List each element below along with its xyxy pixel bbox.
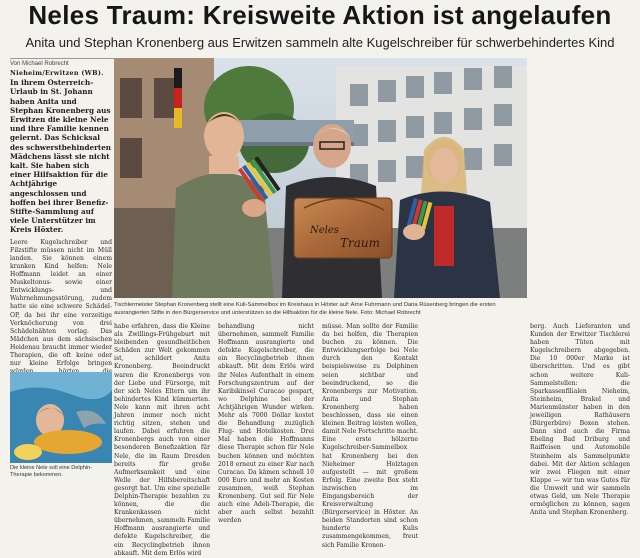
column-2-text: behandlung nicht übernehmen, sammelt Familie Hoffmann ausrangierte und defekte Kugelschreiber, die ein Recyclingbetrieb ihnen abkauft. Mit dem Erlös wird ihr Neles Aufenthalt in einem Forschungszentrum auf der Karibikinsel Curacao gespart, wo Delphine bei der Achtjährigen Wunder wirken. Mehr als 7000 Dollar kostet die Behandlung zuzüglich Flug- und Hotelkosten. Drei Mal haben die Hoffmanns diese Therapie schon für Nele buchen können und möchten 2018 erneut zu einer Kur nach Curacao. Da kämen schnell 10 000 Euro und mehr an Kosten zusammen, weiß Stephan Kronenberg. Gut seil für Nele auch eine Adeli-Therapie, die aber auch selbst bezahlt werden [218, 323, 314, 525]
column-4-text: berg. Auch Lieferanten und Kunden der Erwitzer Tischlerei haben Tüten mit Kugelschreibern abgegeben. Die 10 000er Marke ist überschritten. Und es gibt schon weitere Kuli-Sammelstellen: die Sparkassenfilialen Nieheim, Steinheim, Brakel und Marienmünster haben in den jeweiligen Rathäusern (Bürgerbüro) Boxen stehen. Dann sind auch die Firma Ebeling Bad Driburg und Raiffeisen und Automobile Steinheim als Sammelpunkte dabei. Mit der Aktion schlagen wir zwei Fliegen mit einer Klappe — wir tun was Gutes für die Umwelt und wir sammeln etwas Geld, um Nele Therapie ermöglichen zu können, sagen Anita und Stephan Kronenberg. [530, 323, 630, 517]
author-byline: Von Michael Robrecht [10, 58, 120, 67]
intro-paragraph [10, 68, 112, 235]
article-column-3 [322, 323, 418, 549]
column-3-text: müsse. Man sollte der Familie da bei helfen, die Therapien buchen zu können. Die Entwicklungserfolge bei Nele durch den Kontakt beispielsweise zu Delphinen seien sichtbar und beeindruckend, so die Kronenbergs zur Motivation. Anita und Stephan Kronenberg haben beschlossen, dass sie einen kleinen Beitrag leisten wollen, damit Nele Fortschritte macht. Eine erste hölzerne Kugelschreiber-Sammelbox hat Kronenberg bei den Nieheimer Holztagen aufgestellt — mit großem Erfolg. Eine zweite Box steht inzwischen im Eingangsbereich der Kreisverwaltung (Bürgerservice) in Höxter. An beiden Standorten sind schon hunderte Kulis zusammengekommen, freut sich Familie Kronen- [322, 323, 418, 549]
article-column-4 [530, 323, 630, 517]
photo-caption: Tischlermeister Stephan Kronenberg stellt eine Kuli-Sammelbox im Kreishaus in Höxter auf: Arne Fuhrmann und Daria Rüsenberg bringen die ersten ausrangierten Stifte in den Bürgerservice und unterstützen so die Hilfsaktion für die kleine Nele. Foto: Michael Robrecht [114, 302, 496, 316]
article-column-2 [218, 323, 314, 525]
box-sign-line1: Neles [310, 225, 339, 236]
intro-text: In ihrem Osterreich-Urlaub in St. Johann haben Anita und Stephan Kronenberg aus Erwitzen die kleine Nele und ihre Familie kennen gelernt. Das Schicksal des schwerstbehinderten Mädchens lässt sie nicht kalt. Sie haben sich einer Hilfsaktion für die Achtjährige angeschlossen und hoffen bei ihrer Benefiz-Stifte-Sammlung auf viele Unterstützer im Kreis Höxter. [10, 78, 111, 235]
small-photo-caption: Die kleine Nele soll eine Delphin-Therapie bekommen. [10, 465, 93, 479]
article-column-1 [114, 323, 210, 557]
left-column-text: Leere Kugelschreiber und Filzstifte müssen nicht im Müll landen. Sie können einem kranken Kind helfen: Nele Hoffmann leidet an einer Muskeltonus- sowie einer Entwicklungs- und Wahrnehmungsstörung, zudem hatte sie eine schwere Schädel-OP, da bei ihr eine vorzeitige Verknöcherung von drei Schädelnähten vorlag. Das Mädchen aus dem sächsischen Heidenau braucht immer wieder Therapien, die oft keine oder nur kleine Erfolge bringen [10, 238, 112, 368]
box-sign-line2: Traum [340, 236, 381, 250]
main-photo [114, 58, 527, 298]
subheadline: Anita und Stephan Kronenberg aus Erwitzen sammeln alte Kugelschreiber für schwerbehindertes Kind [25, 35, 615, 50]
article-column-left [10, 68, 112, 368]
dateline: Nieheim/Erwitzen (WB). [10, 69, 104, 77]
small-photo-nele [10, 372, 112, 463]
column-1-text: habe erfahren, dass die Kleine als Zwillings-Frühgeburt mit bleibenden gesundheitlichen Schäden zur Welt gekommen ist, schildert Anita Kronenberg. Beeindruckt waren die Kronenbergs von der Liebe und Fürsorge, mit der sich Neles Eltern um ihr behindertes Kind kümmerten. Nele kann mit ihren acht Jahren immer noch nicht richtig sitzen, stehen und laufen. Dabei erfuhren die Kronenbergs auch von einer besonderen Benefizaktion für Nele, die im Raum Dresden bereits für große Aufmerksamkeit und eine Welle der Hilfsbereitschaft gesorgt hat. Um eine spezielle Delphin-Therapie bezahlen zu können, die die Krankenkassen nicht übernehmen, sammeln Familie Hoffmann ausrangierte und defekte Kugelschreiber, die ein Recyclingbetrieb ihnen abkauft. Mit dem Erlös wird [114, 323, 210, 557]
headline: Neles Traum: Kreisweite Aktion ist angelaufen [28, 0, 612, 30]
